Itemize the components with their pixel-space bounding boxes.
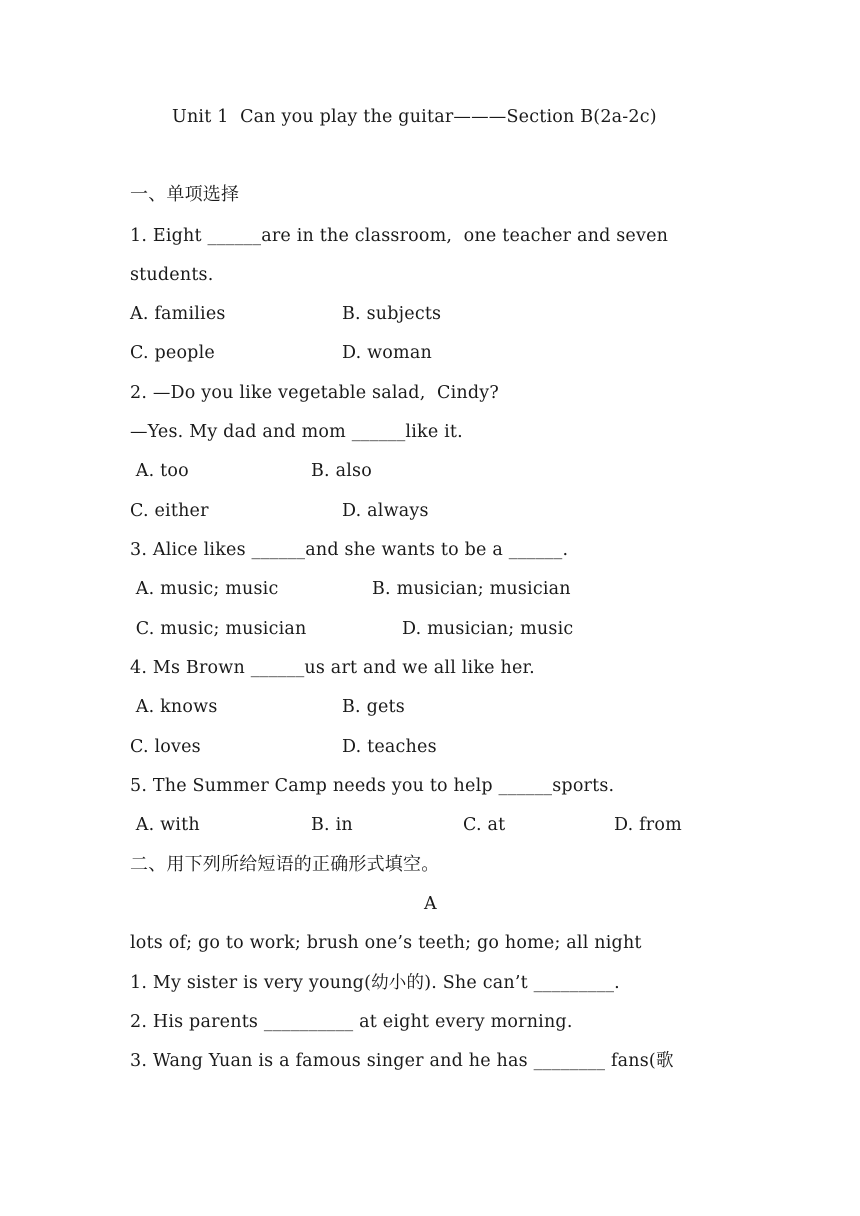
fill-item-1: 1. My sister is very young(幼小的). She can’t _________. — [130, 973, 620, 993]
question-2-stem-line-2: —Yes. My dad and mom ______like it. — [130, 422, 463, 442]
phrase-bank: lots of; go to work; brush one’s teeth; go home; all night — [130, 933, 642, 953]
question-4-option-c: C. loves — [130, 737, 201, 757]
question-3-stem-line-1: 3. Alice likes ______and she wants to be a ______. — [130, 540, 569, 560]
question-3-option-b: B. musician; musician — [372, 579, 571, 599]
section1-heading: 一、单项选择 — [130, 184, 240, 205]
question-4-option-d: D. teaches — [342, 737, 437, 757]
question-1-option-b: B. subjects — [342, 304, 442, 324]
question-4-stem-line-1: 4. Ms Brown ______us art and we all like her. — [130, 658, 535, 678]
section2-heading: 二、用下列所给短语的正确形式填空。 — [130, 854, 440, 875]
fill-item-3: 3. Wang Yuan is a famous singer and he has ________ fans(歌 — [130, 1051, 674, 1071]
question-5-stem-line-1: 5. The Summer Camp needs you to help ______sports. — [130, 776, 615, 796]
question-2-option-b: B. also — [311, 461, 372, 481]
question-5-option-b: B. in — [311, 815, 353, 835]
section2-part-label: A — [424, 894, 437, 914]
question-1-option-c: C. people — [130, 343, 215, 363]
question-1-option-d: D. woman — [342, 343, 432, 363]
question-1-option-a: A. families — [130, 304, 226, 324]
question-1-stem-line-2: students. — [130, 265, 214, 285]
fill-item-2: 2. His parents __________ at eight every morning. — [130, 1012, 573, 1032]
question-4-option-a: A. knows — [130, 697, 218, 717]
question-2-option-d: D. always — [342, 501, 429, 521]
question-3-option-d: D. musician; music — [402, 619, 574, 639]
question-2-stem-line-1: 2. —Do you like vegetable salad, Cindy? — [130, 383, 499, 403]
page-title: Unit 1 Can you play the guitar———Section B(2a-2c) — [172, 107, 657, 127]
question-1-stem-line-1: 1. Eight ______are in the classroom, one teacher and seven — [130, 226, 669, 246]
question-2-option-a: A. too — [130, 461, 189, 481]
question-5-option-d: D. from — [614, 815, 682, 835]
question-3-option-a: A. music; music — [130, 579, 279, 599]
question-5-option-c: C. at — [463, 815, 506, 835]
question-5-option-a: A. with — [130, 815, 200, 835]
question-2-option-c: C. either — [130, 501, 209, 521]
question-3-option-c: C. music; musician — [130, 619, 307, 639]
question-4-option-b: B. gets — [342, 697, 405, 717]
